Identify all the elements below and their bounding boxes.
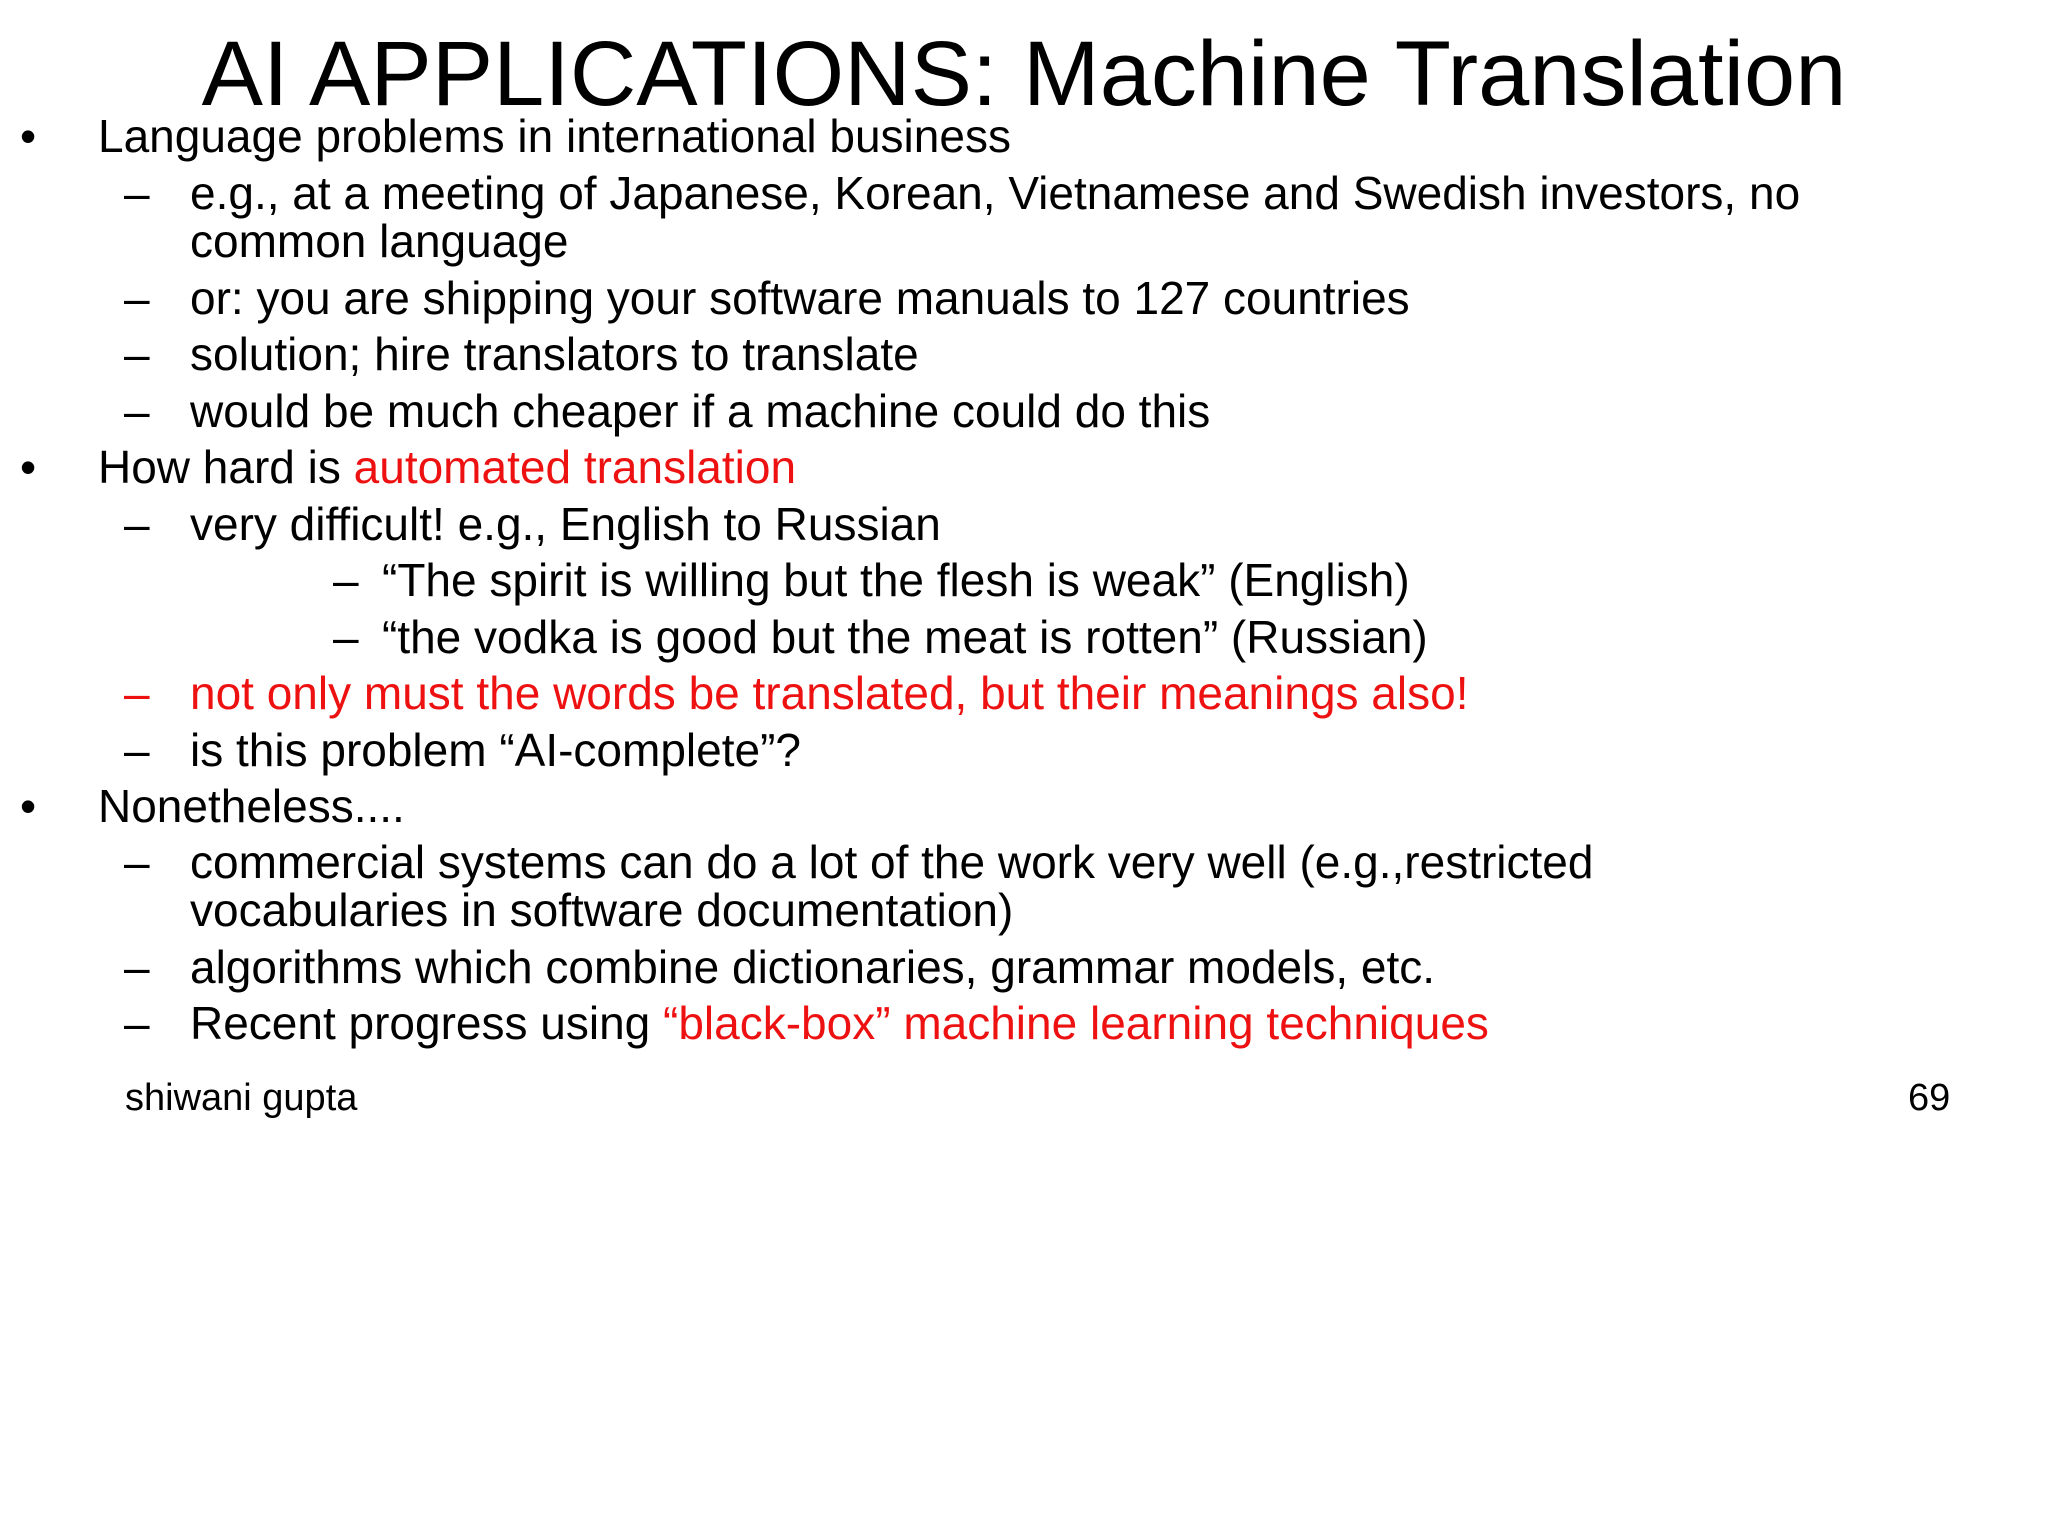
dash-marker: – — [124, 328, 150, 380]
bullet-marker: • — [20, 110, 37, 162]
dash-marker: – — [124, 667, 150, 719]
dash-marker: – — [124, 385, 150, 437]
sub-item-shipping-manuals: or: you are shipping your software manuals to 127 countries — [190, 272, 1410, 324]
bullet-language-problems: Language problems in international business — [98, 110, 1011, 162]
dash-marker: – — [124, 272, 150, 324]
sub-item-algorithms: algorithms which combine dictionaries, grammar models, etc. — [190, 941, 1436, 993]
dash-marker: – — [124, 498, 150, 550]
dash-marker: – — [333, 611, 359, 663]
bullet-nonetheless: Nonetheless.... — [98, 780, 405, 832]
dash-marker: – — [124, 724, 150, 776]
sub-item-meeting-line1: e.g., at a meeting of Japanese, Korean, Vietnamese and Swedish investors, no — [190, 167, 1801, 219]
sub-item-meanings-also: not only must the words be translated, but their meanings also! — [190, 667, 1469, 719]
sub-item-cheaper-machine: would be much cheaper if a machine could do this — [190, 385, 1211, 437]
dash-marker: – — [124, 167, 150, 219]
black-box-ml-highlight: “black-box” machine learning techniques — [663, 997, 1489, 1049]
sub-item-hire-translators: solution; hire translators to translate — [190, 328, 919, 380]
bullet-marker: • — [20, 441, 37, 493]
bullet-marker: • — [20, 780, 37, 832]
dash-marker: – — [124, 997, 150, 1049]
footer-page-number: 69 — [1908, 1077, 1951, 1119]
bullet-how-hard — [98, 439, 796, 495]
sub-item-very-difficult: very difficult! e.g., English to Russian — [190, 498, 941, 550]
sub-item-meeting-line2: common language — [190, 215, 569, 267]
sub-item-commercial-systems-line1: commercial systems can do a lot of the work very well (e.g.,restricted — [190, 836, 1594, 888]
how-hard-prefix: How hard is — [98, 441, 354, 493]
dash-marker: – — [333, 554, 359, 606]
sub-item-recent-progress — [190, 995, 1489, 1051]
recent-progress-prefix: Recent progress using — [190, 997, 664, 1049]
dash-marker: – — [124, 836, 150, 888]
dash-marker: – — [124, 941, 150, 993]
sub-sub-item-russian-quote: “the vodka is good but the meat is rotten” (Russian) — [382, 611, 1428, 663]
sub-item-ai-complete: is this problem “AI-complete”? — [190, 724, 801, 776]
sub-item-commercial-systems-line2: vocabularies in software documentation) — [190, 884, 1014, 936]
automated-translation-highlight: automated translation — [353, 441, 797, 493]
footer-author: shiwani gupta — [125, 1077, 358, 1119]
slide-title: AI APPLICATIONS: Machine Translation — [201, 23, 1847, 125]
sub-sub-item-english-quote: “The spirit is willing but the flesh is weak” (English) — [382, 554, 1410, 606]
